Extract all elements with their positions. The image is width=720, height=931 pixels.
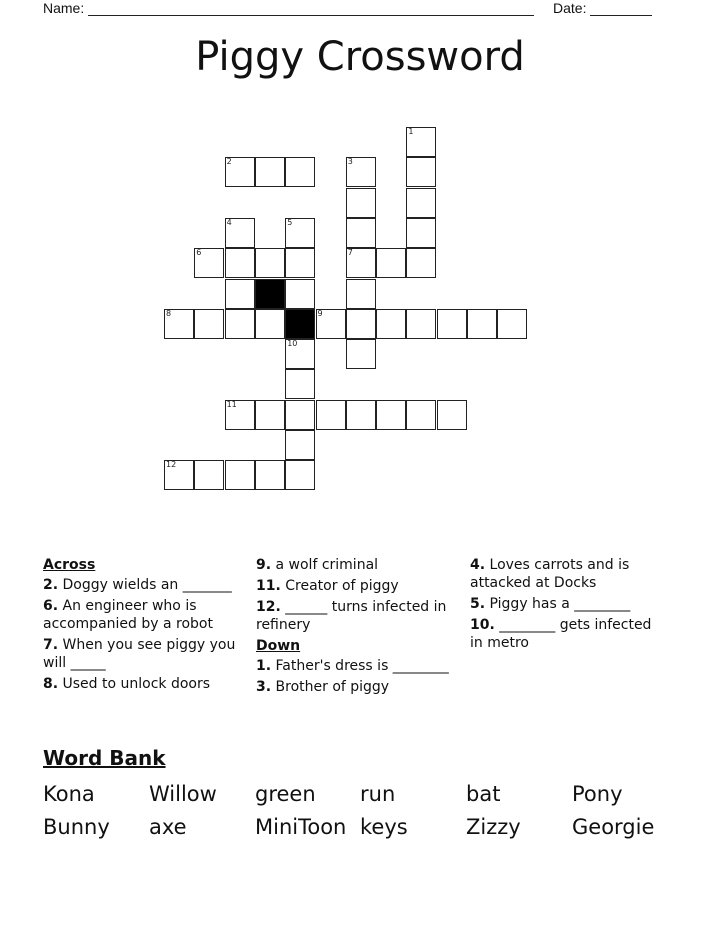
grid-clue-number: 1 [408,127,414,136]
grid-cell[interactable] [346,248,376,278]
word-bank-item: green [255,782,316,806]
grid-clue-number: 8 [166,308,172,318]
word-bank-item: Bunny [43,815,110,839]
word-bank-item: Georgie [572,815,655,839]
clue-down-10 [470,616,665,652]
grid-cell[interactable] [255,309,285,339]
grid-cell[interactable] [255,157,285,187]
grid-cell[interactable] [225,157,255,187]
clue-number: 2. [43,577,59,593]
clue-number: 4. [470,557,486,573]
word-bank-item: Kona [43,782,95,806]
name-label: Name: [43,0,85,16]
grid-cell[interactable] [225,309,255,339]
clue-down-5 [470,595,665,613]
grid-cell[interactable] [285,430,315,460]
word-bank-item: Zizzy [466,815,521,839]
grid-cell[interactable] [225,400,255,430]
date-label: Date: [553,0,587,16]
clue-text: Creator of piggy [285,578,399,594]
clue-across-6 [43,597,243,633]
clue-number: 3. [256,679,272,695]
clue-text: ________ gets infected in metro [470,617,652,651]
grid-cell[interactable] [346,188,376,218]
grid-cell[interactable] [437,400,467,430]
clue-text: Father's dress is ________ [275,658,449,674]
grid-cell[interactable] [255,460,285,490]
grid-clue-number: 11 [226,399,237,409]
across-heading: Across [43,557,96,573]
clue-number: 1. [256,658,272,674]
clue-across-11 [256,577,456,595]
clue-text: Brother of piggy [275,679,390,695]
clue-number: 9. [256,557,272,573]
grid-cell[interactable] [225,248,255,278]
grid-cell[interactable] [406,309,436,339]
clue-across-2 [43,576,243,594]
grid-cell[interactable] [406,400,436,430]
grid-cell[interactable] [316,400,346,430]
clues-col-3 [470,556,665,655]
grid-black-cell [285,309,315,339]
grid-cell[interactable] [285,248,315,278]
grid-cell[interactable] [255,400,285,430]
clue-number: 11. [256,578,281,594]
grid-cell[interactable] [346,309,376,339]
clue-text: Loves carrots and is attacked at Docks [470,557,630,591]
grid-cell[interactable] [376,248,406,278]
word-bank-item: bat [466,782,501,806]
grid-cell[interactable] [194,460,224,490]
grid-cell[interactable] [285,339,315,369]
grid-clue-number: 10 [287,339,298,349]
grid-cell[interactable] [346,218,376,248]
grid-cell[interactable] [225,460,255,490]
clue-across-12 [256,598,456,634]
word-bank-title: Word Bank [43,746,166,770]
grid-clue-number: 9 [317,308,323,318]
grid-cell[interactable] [497,309,527,339]
grid-clue-number: 6 [196,248,202,258]
page-title: Piggy Crossword [195,34,525,80]
grid-cell[interactable] [346,157,376,187]
grid-cell[interactable] [376,400,406,430]
grid-cell[interactable] [285,369,315,399]
clue-number: 12. [256,599,281,615]
grid-cell[interactable] [346,400,376,430]
clues-col-1 [43,556,243,696]
clue-number: 6. [43,598,59,614]
grid-cell[interactable] [225,218,255,248]
clues-col-2 [256,556,456,699]
down-heading: Down [256,638,301,654]
clue-number: 7. [43,637,59,653]
clue-text: a wolf criminal [275,557,379,573]
clue-number: 5. [470,596,486,612]
grid-cell[interactable] [285,279,315,309]
grid-clue-number: 2 [226,157,232,167]
grid-clue-number: 7 [347,248,353,258]
clue-text: When you see piggy you will _____ [43,637,236,671]
grid-cell[interactable] [406,218,436,248]
grid-cell[interactable] [285,218,315,248]
grid-cell[interactable] [346,279,376,309]
clue-down-4 [470,556,665,592]
grid-clue-number: 4 [226,217,232,227]
word-bank-item: keys [360,815,408,839]
grid-clue-number: 3 [347,157,353,167]
grid-cell[interactable] [316,309,346,339]
grid-black-cell [255,279,285,309]
word-bank-item: axe [149,815,187,839]
clue-text: Doggy wields an _______ [62,577,232,593]
clue-down-1 [256,657,456,675]
grid-cell[interactable] [437,309,467,339]
word-bank-item: Willow [149,782,217,806]
grid-cell[interactable] [346,339,376,369]
clue-text: Piggy has a ________ [489,596,631,612]
clue-text: ______ turns infected in refinery [256,599,447,633]
grid-cell[interactable] [225,279,255,309]
grid-cell[interactable] [406,127,436,157]
grid-clue-number: 5 [287,217,293,227]
grid-cell[interactable] [164,309,194,339]
grid-cell[interactable] [194,248,224,278]
clue-text: An engineer who is accompanied by a robot [43,598,213,632]
word-bank-item: Pony [572,782,623,806]
grid-cell[interactable] [406,188,436,218]
word-bank-item: run [360,782,396,806]
grid-clue-number: 12 [166,460,177,470]
clue-text: Used to unlock doors [62,676,211,692]
grid-cell[interactable] [285,460,315,490]
grid-cell[interactable] [406,248,436,278]
clue-number: 8. [43,676,59,692]
clue-across-9 [256,556,456,574]
grid-cell[interactable] [164,460,194,490]
clue-down-3 [256,678,456,696]
grid-cell[interactable] [194,309,224,339]
grid-cell[interactable] [255,248,285,278]
grid-cell[interactable] [285,400,315,430]
clue-number: 10. [470,617,495,633]
grid-cell[interactable] [376,309,406,339]
grid-cell[interactable] [285,157,315,187]
grid-cell[interactable] [467,309,497,339]
word-bank-item: MiniToon [255,815,347,839]
clue-across-7 [43,636,243,672]
grid-cell[interactable] [406,157,436,187]
clue-across-8 [43,675,243,693]
